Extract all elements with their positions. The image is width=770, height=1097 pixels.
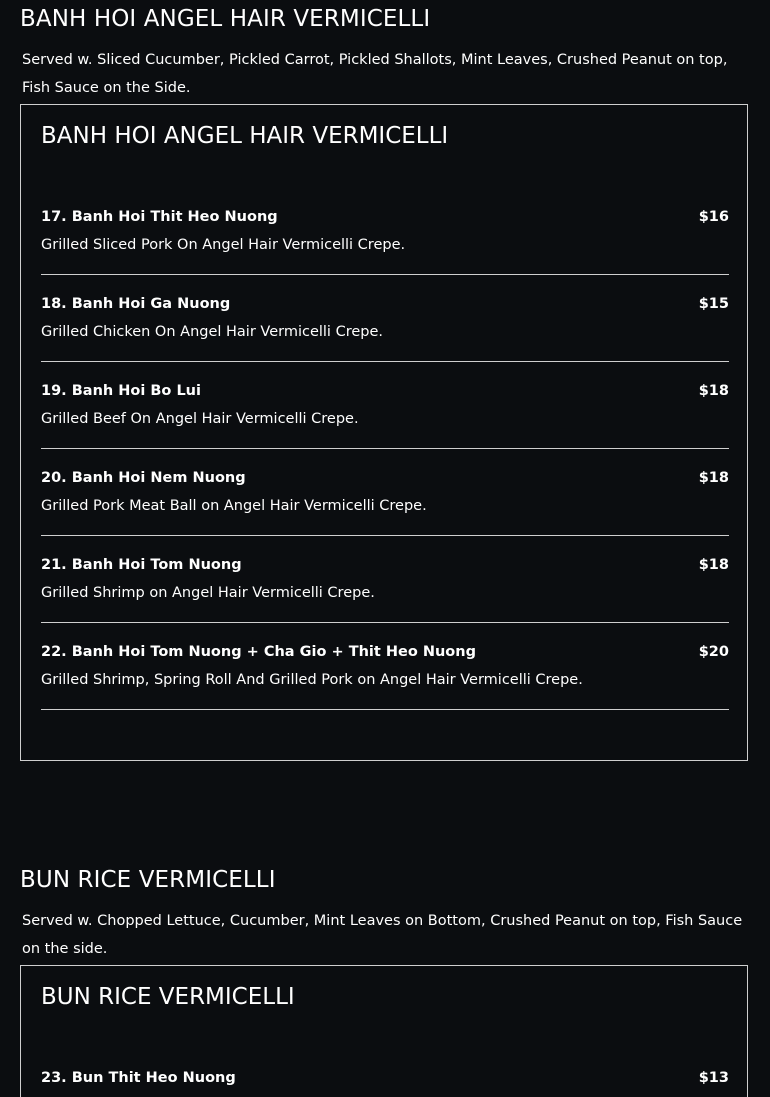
menu-item[interactable]	[41, 1064, 729, 1097]
item-price: $15	[698, 296, 729, 312]
item-price: $13	[698, 1070, 729, 1086]
item-description: Grilled Sliced Pork On Angel Hair Vermicelli Crepe.	[41, 237, 406, 253]
menu-item[interactable]	[41, 290, 729, 377]
item-description: Grilled Pork Meat Ball on Angel Hair Vermicelli Crepe.	[41, 498, 427, 514]
item-divider	[41, 709, 729, 710]
item-price: $18	[698, 470, 729, 486]
menu-box-banh-hoi	[20, 104, 748, 761]
section-title-banh-hoi: BANH HOI ANGEL HAIR VERMICELLI	[20, 6, 431, 32]
box-title-banh-hoi: BANH HOI ANGEL HAIR VERMICELLI	[41, 123, 449, 149]
menu-item[interactable]	[41, 377, 729, 464]
item-price: $18	[698, 383, 729, 399]
menu-item[interactable]	[41, 464, 729, 551]
section-title-bun: BUN RICE VERMICELLI	[20, 867, 276, 893]
item-price: $20	[698, 644, 729, 660]
item-description: Grilled Chicken On Angel Hair Vermicelli Crepe.	[41, 324, 383, 340]
menu-box-bun	[20, 965, 748, 1097]
menu-item[interactable]	[41, 203, 729, 290]
item-description: Grilled Shrimp, Spring Roll And Grilled Pork on Angel Hair Vermicelli Crepe.	[41, 672, 583, 688]
item-name: 22. Banh Hoi Tom Nuong + Cha Gio + Thit Heo Nuong	[41, 644, 476, 660]
menu-item[interactable]	[41, 551, 729, 638]
item-divider	[41, 274, 729, 275]
item-price: $16	[698, 209, 729, 225]
item-name: 19. Banh Hoi Bo Lui	[41, 383, 201, 399]
item-description: Grilled Shrimp on Angel Hair Vermicelli Crepe.	[41, 585, 375, 601]
item-name: 17. Banh Hoi Thit Heo Nuong	[41, 209, 278, 225]
item-divider	[41, 448, 729, 449]
item-name: 21. Banh Hoi Tom Nuong	[41, 557, 242, 573]
item-name: 18. Banh Hoi Ga Nuong	[41, 296, 231, 312]
item-name: 20. Banh Hoi Nem Nuong	[41, 470, 246, 486]
section-description-banh-hoi: Served w. Sliced Cucumber, Pickled Carrot, Pickled Shallots, Mint Leaves, Crushed Peanut on top, Fish Sauce on the Side.	[22, 52, 728, 96]
item-divider	[41, 361, 729, 362]
item-divider	[41, 622, 729, 623]
section-description-bun: Served w. Chopped Lettuce, Cucumber, Mint Leaves on Bottom, Crushed Peanut on top, Fish Sauce on the side.	[22, 913, 743, 957]
item-divider	[41, 535, 729, 536]
menu-item[interactable]	[41, 638, 729, 725]
item-price: $18	[698, 557, 729, 573]
box-title-bun: BUN RICE VERMICELLI	[41, 984, 295, 1010]
item-name: 23. Bun Thit Heo Nuong	[41, 1070, 236, 1086]
item-description: Grilled Beef On Angel Hair Vermicelli Crepe.	[41, 411, 359, 427]
